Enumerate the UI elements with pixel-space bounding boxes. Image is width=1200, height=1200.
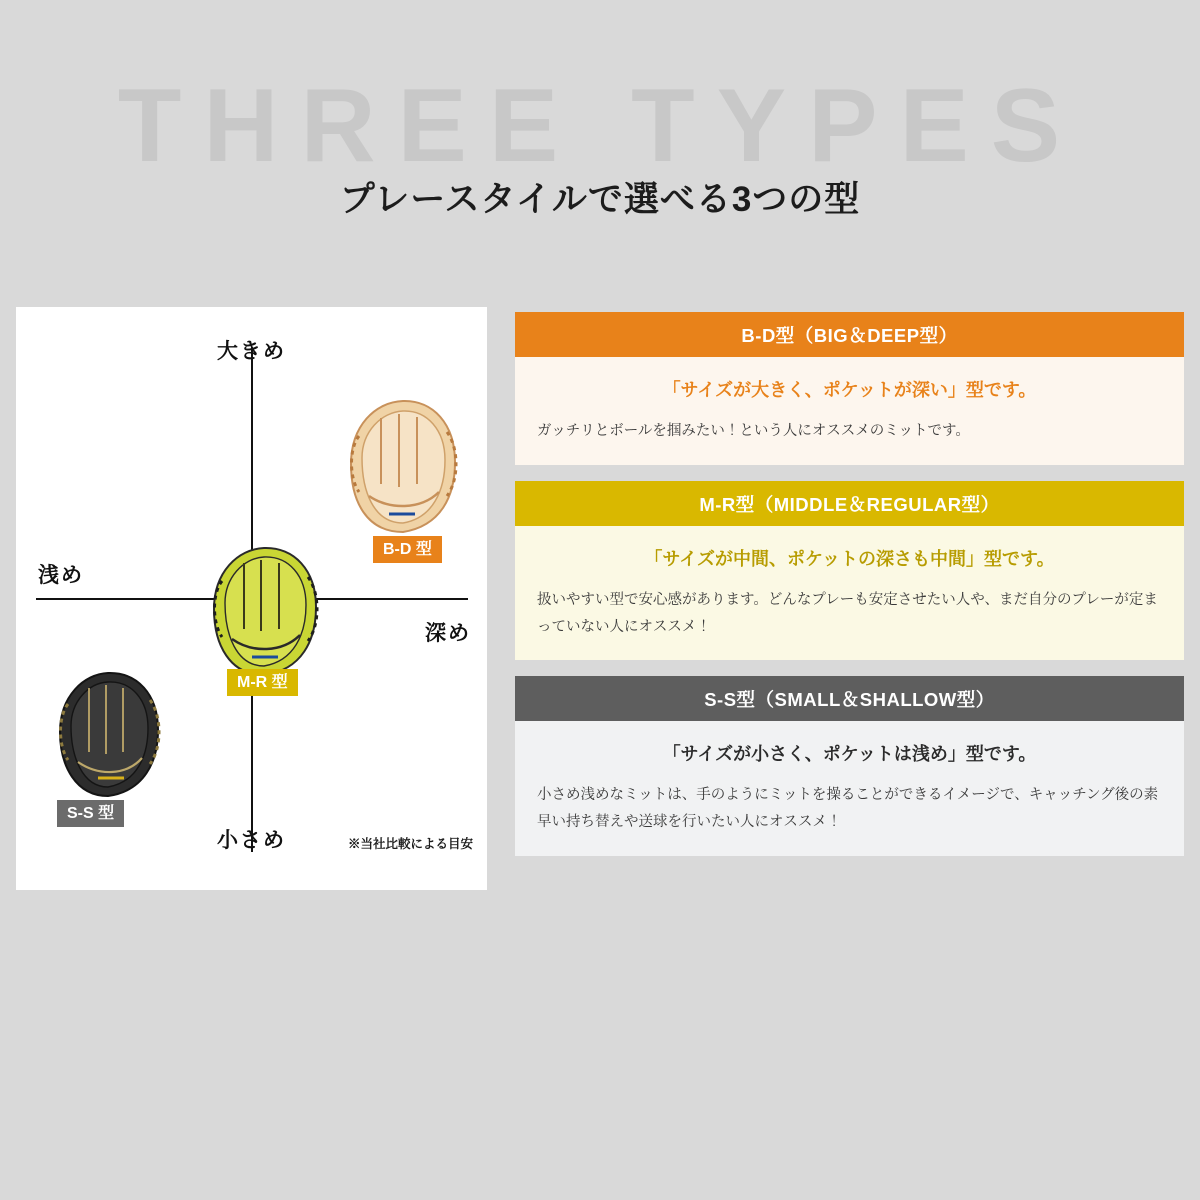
axis-label-bottom: 小さめ — [217, 829, 286, 852]
type-matrix-chart — [16, 307, 487, 890]
type-card-bd-title: B-D型（BIG＆DEEP型） — [515, 312, 1184, 357]
type-card-ss-body — [515, 721, 1184, 856]
mitt-image-ss — [42, 664, 172, 804]
mitt-image-bd — [329, 392, 469, 542]
type-card-mr-title: M-R型（MIDDLE＆REGULAR型） — [515, 481, 1184, 526]
type-card-bd-body — [515, 357, 1184, 465]
mitt-image-mr — [194, 539, 330, 684]
type-card-ss-text: 小さめ浅めなミットは、手のようにミットを操ることができるイメージで、キャッチング後の素早い持ち替えや送球を行いたい人にオススメ！ — [537, 787, 1159, 831]
page-header — [0, 60, 1200, 240]
type-card-mr-body — [515, 526, 1184, 661]
axis-label-right: 深め — [425, 622, 471, 645]
chart-tag-ss: S-S 型 — [57, 800, 124, 827]
type-card-bd — [515, 312, 1184, 465]
axis-label-top: 大きめ — [217, 340, 286, 363]
type-cards-list — [515, 312, 1184, 872]
chart-tag-mr: M-R 型 — [227, 669, 298, 696]
type-card-mr-lead: 「サイズが中間、ポケットの深さも中間」型です。 — [644, 548, 1055, 569]
type-card-bd-text: ガッチリとボールを掴みたい！という人にオススメのミットです。 — [537, 423, 970, 439]
type-card-mr-text: 扱いやすい型で安心感があります。どんなプレーも安定させたい人や、まだ自分のプレーが定まっていない人にオススメ！ — [537, 591, 1158, 635]
type-card-bd-lead: 「サイズが大きく、ポケットが深い」型です。 — [662, 380, 1037, 400]
type-card-ss — [515, 676, 1184, 856]
ghost-heading: THREE TYPES — [117, 68, 1083, 184]
type-card-mr — [515, 481, 1184, 661]
page-title: プレースタイルで選べる3つの型 — [339, 180, 861, 219]
chart-footnote: ※当社比較による目安 — [347, 837, 473, 851]
axis-label-left: 浅め — [38, 564, 84, 587]
type-card-ss-title: S-S型（SMALL＆SHALLOW型） — [515, 676, 1184, 721]
type-card-ss-lead: 「サイズが小さく、ポケットは浅め」型です。 — [662, 744, 1037, 765]
chart-tag-bd: B-D 型 — [373, 536, 442, 563]
